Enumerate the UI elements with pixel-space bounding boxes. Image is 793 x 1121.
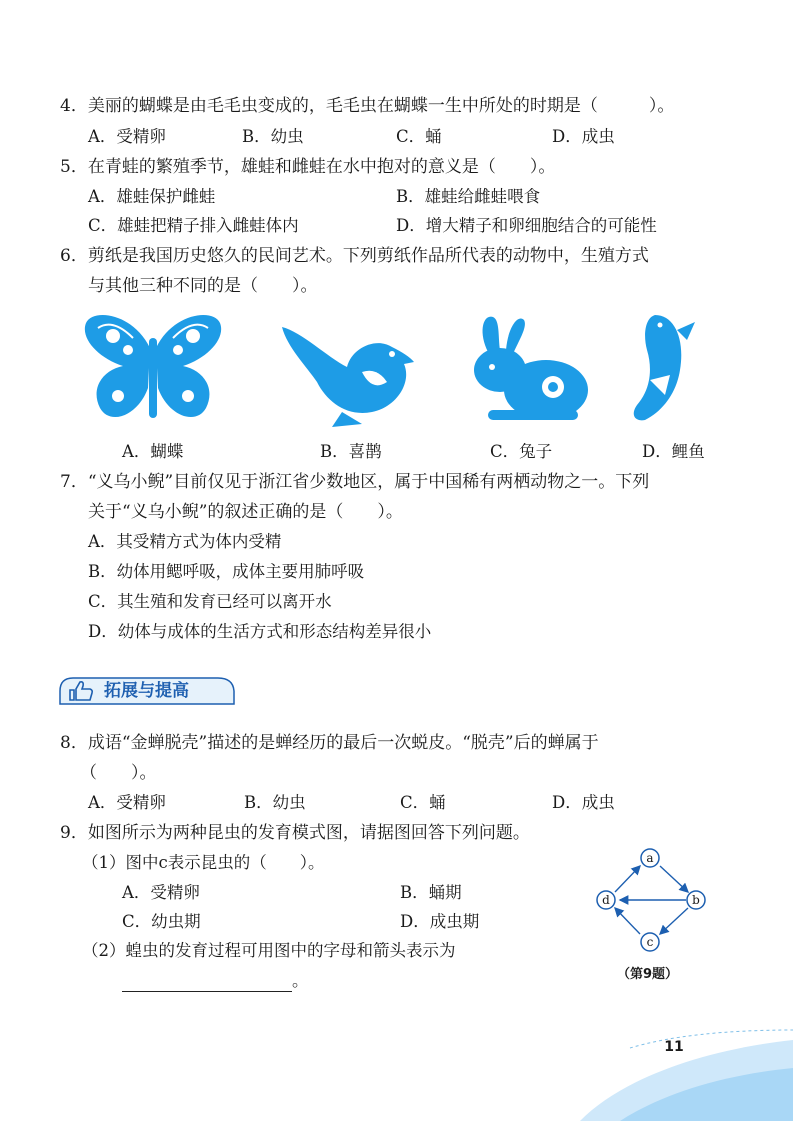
q6-option-a: A．蝴蝶 xyxy=(122,442,184,461)
diagram-caption: （第9题） xyxy=(617,967,679,982)
q9-option-a: A．受精卵 xyxy=(122,883,200,902)
q6-stem-line1: 6．剪纸是我国历史悠久的民间艺术。下列剪纸作品所代表的动物中，生殖方式 xyxy=(60,246,649,266)
magpie-papercut-image xyxy=(272,312,422,430)
q9-option-d: D．成虫期 xyxy=(400,912,480,931)
q7-option-d: D．幼体与成体的生活方式和形态结构差异很小 xyxy=(88,622,432,641)
q8-option-d: D．成虫 xyxy=(552,793,615,812)
q5-option-b: B．雄蛙给雌蛙喂食 xyxy=(396,187,541,206)
q4-option-d: D．成虫 xyxy=(552,127,615,146)
q8-option-a: A．受精卵 xyxy=(88,793,166,812)
q7-option-b: B．幼体用鳃呼吸，成体主要用肺呼吸 xyxy=(88,562,365,581)
q8-stem-line1: 8．成语“金蝉脱壳”描述的是蝉经历的最后一次蜕皮。“脱壳”后的蝉属于 xyxy=(60,733,599,753)
q9-stem: 9．如图所示为两种昆虫的发育模式图，请据图回答下列问题。 xyxy=(60,823,530,843)
q8-option-c: C．蛹 xyxy=(400,793,446,812)
section-title: 拓展与提高 xyxy=(104,681,189,701)
q9-sub1: （1）图中c表示昆虫的（ ）。 xyxy=(82,853,325,872)
q6-option-b: B．喜鹊 xyxy=(320,442,382,461)
q9-answer-line[interactable] xyxy=(122,970,309,992)
q5-stem: 5．在青蛙的繁殖季节，雄蛙和雌蛙在水中抱对的意义是（ ）。 xyxy=(60,157,556,177)
answer-blank[interactable] xyxy=(122,975,292,992)
q4-option-a: A．受精卵 xyxy=(88,127,166,146)
page-number: 11 xyxy=(664,1039,684,1055)
answer-end-mark: 。 xyxy=(292,971,309,990)
q7-stem-line1: 7．“义乌小鲵”目前仅见于浙江省少数地区，属于中国稀有两栖动物之一。下列 xyxy=(60,472,650,492)
q9-option-c: C．幼虫期 xyxy=(122,912,201,931)
node-c-label: c xyxy=(646,935,654,949)
q7-stem-line2: 关于“义乌小鲵”的叙述正确的是（ ）。 xyxy=(88,502,403,522)
q8-option-b: B．幼虫 xyxy=(244,793,306,812)
q6-option-c: C．兔子 xyxy=(490,442,553,461)
q7-option-c: C．其生殖和发育已经可以离开水 xyxy=(88,592,332,611)
carp-papercut-image xyxy=(625,310,705,430)
q7-option-a: A．其受精方式为体内受精 xyxy=(88,532,282,551)
q5-option-a: A．雄蛙保护雌蛙 xyxy=(88,187,216,206)
node-d-label: d xyxy=(602,893,610,907)
q6-option-d: D．鲤鱼 xyxy=(642,442,705,461)
rabbit-papercut-image xyxy=(458,312,593,424)
q9-sub2: （2）蝗虫的发育过程可用图中的字母和箭头表示为 xyxy=(82,941,456,960)
q5-option-d: D．增大精子和卵细胞结合的可能性 xyxy=(396,216,657,235)
q9-option-b: B．蛹期 xyxy=(400,883,462,902)
node-b-label: b xyxy=(692,893,700,907)
insect-development-diagram xyxy=(590,842,720,962)
butterfly-papercut-image xyxy=(78,308,228,428)
q4-stem: 4．美丽的蝴蝶是由毛毛虫变成的，毛毛虫在蝴蝶一生中所处的时期是（ ）。 xyxy=(60,96,675,116)
q8-stem-line2: （ ）。 xyxy=(80,763,157,783)
q4-option-b: B．幼虫 xyxy=(242,127,304,146)
node-a-label: a xyxy=(646,851,654,865)
q4-option-c: C．蛹 xyxy=(396,127,442,146)
q6-stem-line2: 与其他三种不同的是（ ）。 xyxy=(88,276,318,296)
q5-option-c: C．雄蛙把精子排入雌蛙体内 xyxy=(88,216,299,235)
